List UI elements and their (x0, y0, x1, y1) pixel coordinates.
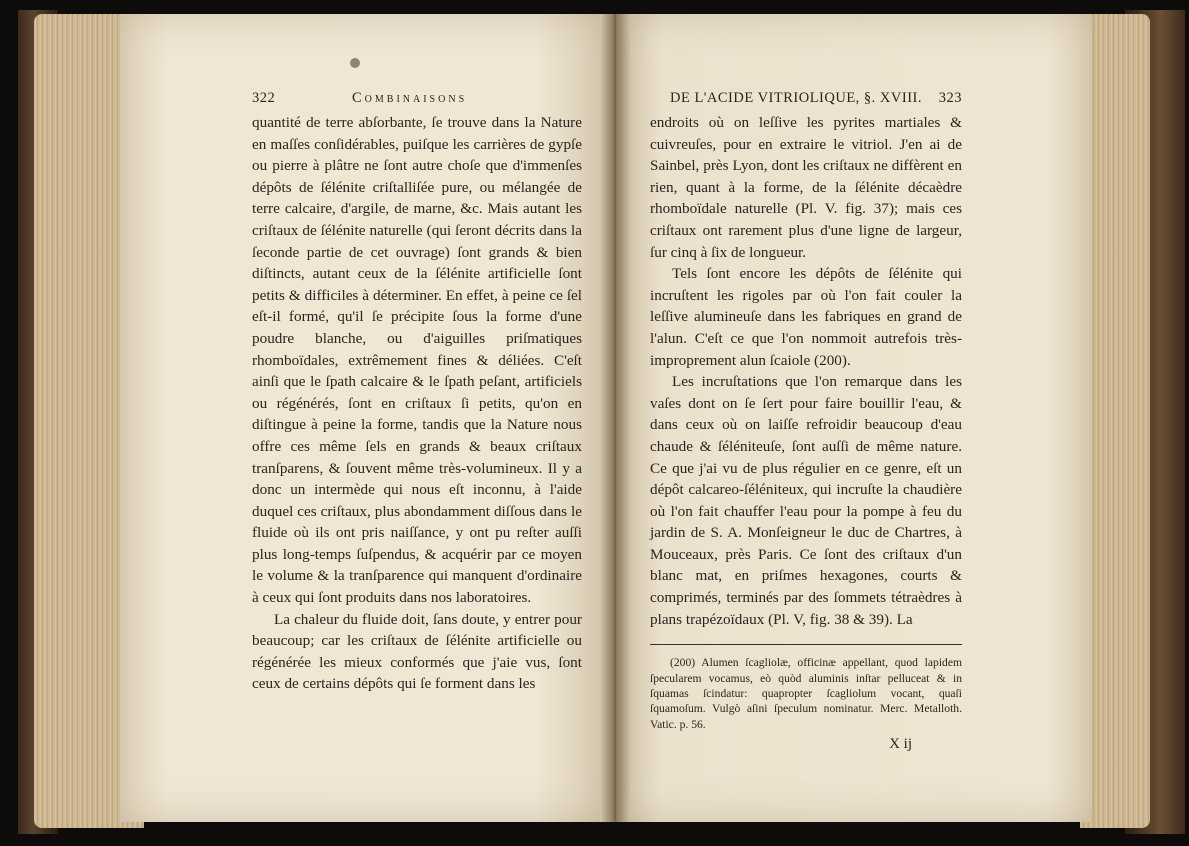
right-running-head (650, 88, 962, 112)
left-paragraph-1: quantité de terre abſorbante, ſe trouve dans la Nature en maſſes conſidérables, puiſque les carrières de gypſe ou pierre à plâtre ne ſont autre choſe que d'immenſes dépôts de ſélénite criſtalliſée pure, ou mélangée de terre calcaire, d'argile, de marne, &c. Mais autant les criſtaux de ſélénite naturelle (qui ſeront décrits dans la ſeconde partie de cet ouvrage) ſont grands & bien diſtincts, autant ceux de la ſélénite artificielle ſont petits & difficiles à déterminer. En effet, à peine ce ſel eſt-il formé, qu'il ſe précipite ſous la forme d'une poudre blanche, ou d'aiguilles priſmatiques rhomboïdales, extrêmement fines & déliées. C'eſt ainſi que le ſpath calcaire & le ſpath peſant, artificiels ou régénérés, ſont en criſtaux ſi petits, qu'on en diſtingue à peine la forme, tandis que la Nature nous offre ces même ſels en grands & beaux criſtaux tranſparens, & ſouvent même très-volumineux. Il y a donc un intermède qui nous eſt inconnu, à l'aide duquel ces criſtaux, plus abondamment diſſous dans le fluide où ils ont pris naiſſance, y ont pu reſter auſſi plus long-temps ſuſpendus, & acquérir par ce moyen le volume & la tranſparence qui manquent d'ordinaire à ceux qui ſont produits dans nos laboratoires. (252, 114, 582, 607)
right-page-number: 323 (938, 90, 962, 106)
left-paragraph-2: La chaleur du fluide doit, ſans doute, y entrer pour beaucoup; car les criſtaux de ſélénite artificielle ou régénérée les mieux conformés que j'aie vus, ſont ceux de certains dépôts qui ſe forment dans les (252, 610, 582, 693)
right-paragraph-2: Tels ſont encore les dépôts de ſélénite qui incruſtent les rigoles par où l'on fait couler la leſſive alumineuſe dans les fabriques en grand de l'alun. C'eſt ce que l'on nommoit autrefois très-improprement alun ſcaiole (200). (650, 265, 962, 369)
book-gutter (600, 14, 630, 822)
right-paragraph-1: endroits où on leſſive les pyrites martiales & cuivreuſes, pour en extraire le vitriol. J'en ai de Sainbel, près Lyon, dont les criſtaux ne diffèrent en rien, quant à la forme, de la ſélénite décaèdre rhomboïdale naturelle (Pl. V. fig. 37); mais ces criſtaux ont rarement plus d'une ligne de largeur, ſur cinq à ſix de longueur. (650, 114, 962, 261)
right-running-title: DE L'ACIDE VITRIOLIQUE, §. XVIII. (669, 90, 922, 106)
footnote: (200) Alumen ſcagliolæ, officinæ appellant, quod lapidem ſpecularem vocamus, eò quòd aluminis inſtar pelluceat & in ſquamas ſcindatur: quapropter ſcagliolum vocant, quaſi ſquamoſum. Vulgò aſini ſpeculum nominatur. Merc. Metalloth. Vatic. p. 56. (650, 656, 962, 731)
right-paragraph-3: Les incruſtations que l'on remarque dans les vaſes dont on ſe ſert pour faire bouillir l'eau, & dans ceux où on laiſſe refroidir beaucoup d'eau chaude & ſéléniteuſe, ſont auſſi de même nature. Ce que j'ai vu de plus régulier en ce genre, eſt un dépôt calcareo-ſéléniteux, qui incruſte la chaudière où l'on fait chauffer l'eau pour la pompe à feu du jardin de S. A. Monſeigneur le duc de Chartres, à Mouceaux, près Paris. Ce ſont des criſtaux d'un blanc mat, en priſmes hexagones, courts & comprimés, terminés par des ſommets tétraèdres à plans trapézoïdaux (Pl. V, fig. 38 & 39). La (650, 373, 962, 628)
footnote-rule (650, 644, 962, 645)
left-running-title: Combinaisons (352, 90, 468, 106)
ink-stain (350, 58, 360, 68)
right-page-text (650, 88, 962, 756)
signature-mark: X ij (889, 736, 912, 753)
left-running-head (252, 88, 582, 112)
left-page-number: 322 (252, 90, 276, 106)
left-page-text (252, 88, 582, 695)
